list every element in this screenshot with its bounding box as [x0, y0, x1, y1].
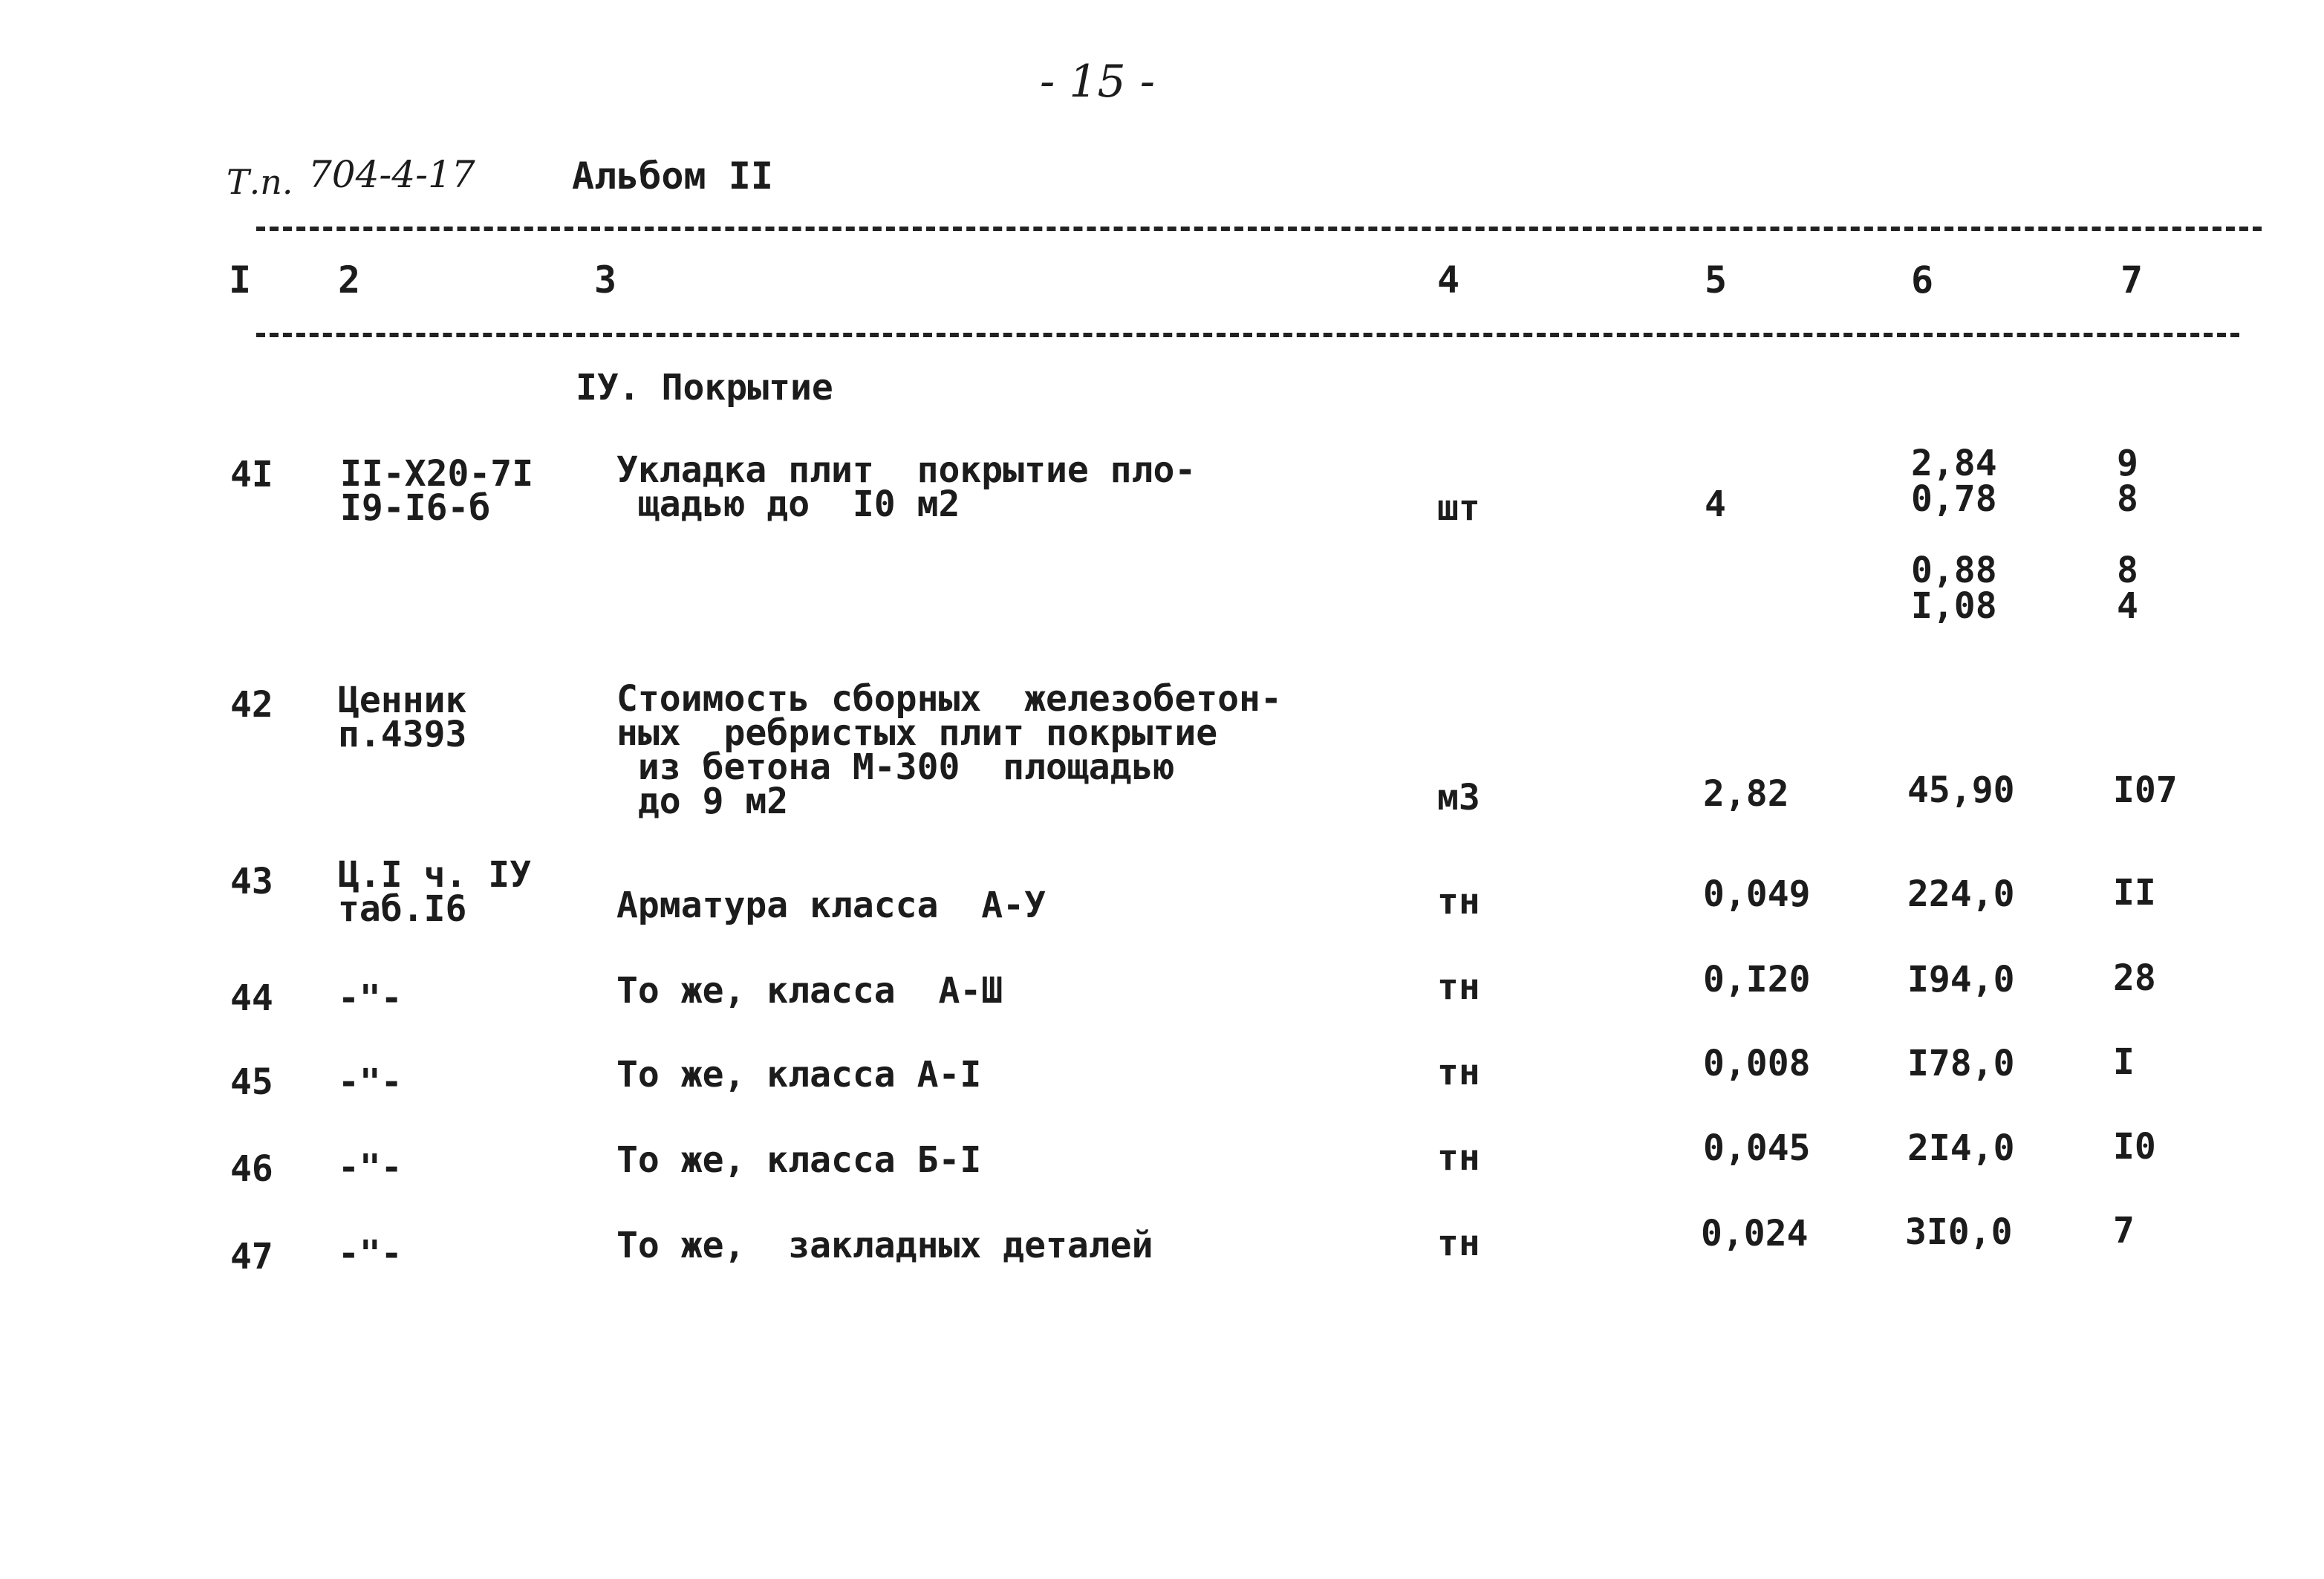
row-total: 7: [2113, 1210, 2135, 1251]
doc-prefix: Т.п.: [227, 162, 293, 202]
row-name: Стоимость сборных железобетон- ных ребристых плит покрытие из бетона М-300 площадью до 9 м2: [616, 678, 1282, 822]
row-name: То же, закладных деталей: [616, 1225, 1153, 1266]
row-number: 47: [230, 1236, 273, 1277]
row-name: То же, класса А-I: [616, 1054, 982, 1095]
row-price: 45,90: [1907, 769, 2015, 811]
header-rule-top: [256, 227, 2262, 231]
col-number-1: I: [229, 258, 252, 302]
row-qty: 2,82: [1703, 773, 1789, 815]
row-unit: тн: [1437, 881, 1480, 922]
row-total: I: [2113, 1041, 2135, 1083]
row-unit: м3: [1437, 777, 1480, 818]
row-qty: 0,024: [1701, 1213, 1809, 1254]
row-total: I07: [2113, 769, 2178, 811]
row-name: Укладка плит покрытие пло- щадью до I0 м2: [616, 449, 1197, 525]
row-total: 9 8 8 4: [2117, 443, 2138, 627]
col-number-4: 4: [1437, 258, 1460, 302]
row-unit: тн: [1437, 966, 1480, 1008]
row-total: I0: [2113, 1126, 2156, 1168]
row-number: 46: [230, 1148, 273, 1190]
album-title: Альбом II: [572, 154, 773, 198]
col-number-5: 5: [1705, 258, 1728, 302]
row-unit: тн: [1437, 1137, 1480, 1179]
row-qty: 0,008: [1703, 1043, 1811, 1084]
row-number: 45: [230, 1061, 273, 1103]
row-qty: 0,I20: [1703, 959, 1811, 1000]
row-name: Арматура класса А-У: [616, 885, 1046, 926]
row-code: II-Х20-7I I9-I6-б: [340, 453, 534, 529]
row-code: -"-: [338, 1233, 403, 1274]
row-number: 42: [230, 684, 273, 726]
row-code: Ц.I ч. IУ таб.I6: [338, 854, 532, 930]
row-total: II: [2113, 872, 2156, 914]
row-price: I94,0: [1907, 959, 2015, 1000]
col-number-7: 7: [2120, 258, 2144, 302]
row-unit: шт: [1437, 487, 1480, 529]
page-number: - 15 -: [1040, 56, 1156, 108]
row-code: Ценник п.4393: [338, 680, 467, 755]
row-code: -"-: [338, 1061, 403, 1103]
row-qty: 4: [1705, 484, 1726, 525]
section-title: IУ. Покрытие: [576, 367, 833, 408]
row-name: То же, класса А-Ш: [616, 970, 1003, 1012]
row-price: 3I0,0: [1905, 1211, 2013, 1253]
row-number: 43: [230, 861, 273, 902]
col-number-2: 2: [338, 258, 361, 302]
row-price: 224,0: [1907, 873, 2015, 915]
row-number: 44: [230, 977, 273, 1019]
row-code: -"-: [338, 977, 403, 1019]
row-unit: тн: [1437, 1222, 1480, 1264]
row-price: 2,84 0,78 0,88 I,08: [1911, 443, 1997, 627]
row-name: То же, класса Б-I: [616, 1139, 982, 1181]
col-number-6: 6: [1911, 258, 1934, 302]
row-price: 2I4,0: [1907, 1127, 2015, 1169]
row-price: I78,0: [1907, 1043, 2015, 1084]
row-qty: 0,045: [1703, 1127, 1811, 1169]
row-code: -"-: [338, 1147, 403, 1188]
header-rule-bottom: [256, 333, 2239, 337]
row-total: 28: [2113, 957, 2156, 999]
row-unit: тн: [1437, 1052, 1480, 1093]
row-number: 4I: [230, 454, 273, 495]
col-number-3: 3: [594, 258, 617, 302]
row-qty: 0,049: [1703, 873, 1811, 915]
doc-code: 704-4-17: [308, 153, 475, 196]
